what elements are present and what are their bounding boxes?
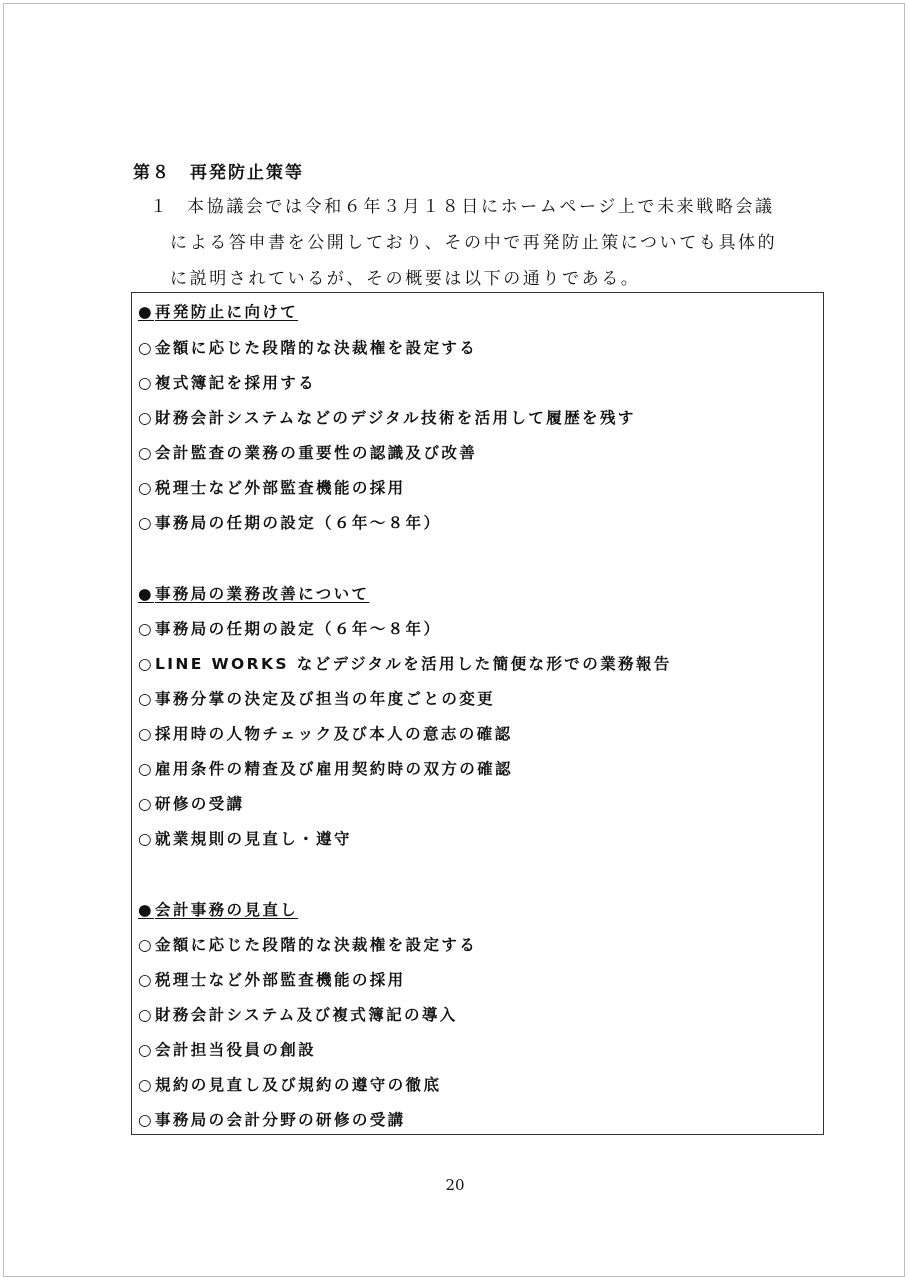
list-item: ○会計担当役員の創設: [138, 1041, 317, 1059]
list-item: ○事務分掌の決定及び担当の年度ごとの変更: [138, 690, 496, 708]
circle-icon: ○: [138, 514, 154, 532]
paragraph-number: １: [150, 197, 167, 217]
list-item: ○会計監査の業務の重要性の認識及び改善: [138, 444, 478, 462]
list-item: ○規約の見直し及び規約の遵守の徹底: [138, 1076, 442, 1094]
list-item: ○財務会計システム及び複式簿記の導入: [138, 1006, 458, 1024]
page-number: 20: [445, 1176, 465, 1194]
list-item: ○就業規則の見直し・遵守: [138, 830, 352, 848]
circle-icon: ○: [138, 936, 154, 954]
list-item: ○事務局の任期の設定（６年～８年）: [138, 514, 442, 532]
circle-icon: ○: [138, 1111, 154, 1129]
list-item: ○金額に応じた段階的な決裁権を設定する: [138, 339, 478, 357]
list-item: ○LINE WORKS などデジタルを活用した簡便な形での業務報告: [138, 655, 672, 673]
circle-icon: ○: [138, 444, 154, 462]
circle-icon: ○: [138, 971, 154, 989]
circle-icon: ○: [138, 830, 154, 848]
section-title-recurrence-prevention: ●再発防止に向けて: [138, 303, 299, 321]
circle-icon: ○: [138, 374, 154, 392]
bullet-icon: ●: [138, 901, 154, 919]
circle-icon: ○: [138, 795, 154, 813]
section-title-office-improvement: ●事務局の業務改善について: [138, 585, 370, 603]
paragraph-line: に説明されているが、その概要は以下の通りである。: [170, 269, 641, 289]
circle-icon: ○: [138, 1006, 154, 1024]
circle-icon: ○: [138, 339, 154, 357]
list-item: ○研修の受講: [138, 795, 245, 813]
list-item: ○事務局の会計分野の研修の受講: [138, 1111, 406, 1129]
circle-icon: ○: [138, 620, 154, 638]
circle-icon: ○: [138, 690, 154, 708]
bullet-icon: ●: [138, 303, 154, 321]
list-item: ○雇用条件の精査及び雇用契約時の双方の確認: [138, 760, 513, 778]
bullet-icon: ●: [138, 585, 154, 603]
list-item: ○税理士など外部監査機能の採用: [138, 479, 406, 497]
section-heading: 第８ 再発防止策等: [133, 163, 304, 183]
list-item: ○事務局の任期の設定（６年～８年）: [138, 620, 442, 638]
circle-icon: ○: [138, 479, 154, 497]
circle-icon: ○: [138, 409, 154, 427]
circle-icon: ○: [138, 760, 154, 778]
list-item: ○財務会計システムなどのデジタル技術を活用して履歴を残す: [138, 409, 636, 427]
list-item: ○金額に応じた段階的な決裁権を設定する: [138, 936, 478, 954]
circle-icon: ○: [138, 725, 154, 743]
circle-icon: ○: [138, 1076, 154, 1094]
list-item: ○複式簿記を採用する: [138, 374, 317, 392]
paragraph-line: 本協議会では令和６年３月１８日にホームページ上で未来戦略会議: [187, 197, 775, 217]
paragraph-line: による答申書を公開しており、その中で再発防止策についても具体的: [170, 233, 778, 253]
circle-icon: ○: [138, 655, 154, 673]
list-item: ○採用時の人物チェック及び本人の意志の確認: [138, 725, 513, 743]
list-item: ○税理士など外部監査機能の採用: [138, 971, 406, 989]
circle-icon: ○: [138, 1041, 154, 1059]
section-title-accounting-review: ●会計事務の見直し: [138, 901, 299, 919]
